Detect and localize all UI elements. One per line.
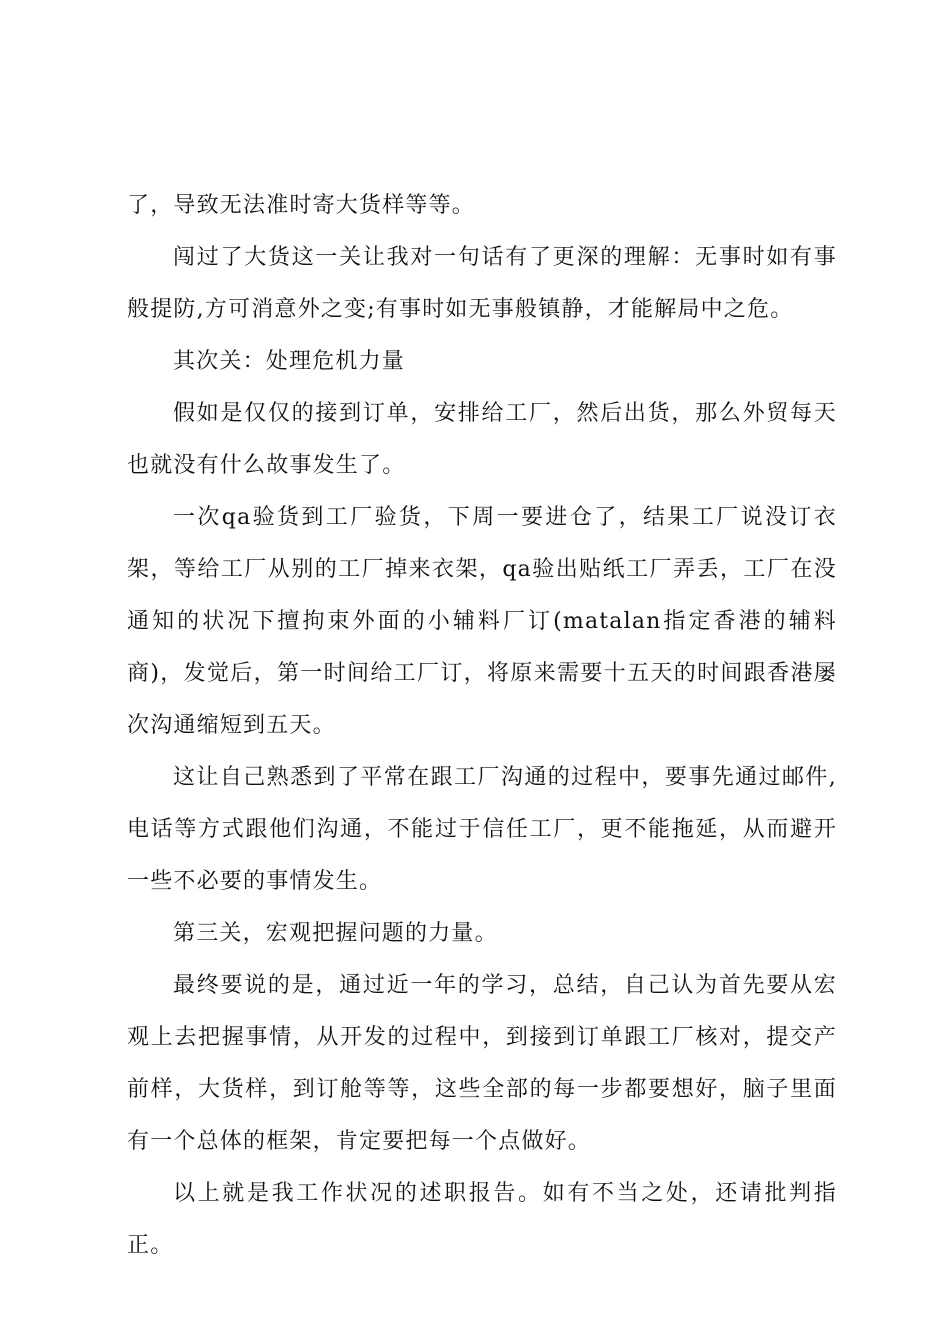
- paragraph-closing: 以上就是我工作状况的述职报告。如有不当之处，还请批判指正。: [127, 1181, 837, 1258]
- paragraph-reflection: 闯过了大货这一关让我对一句话有了更深的理解：无事时如有事般提防,方可消意外之变;有事时如无事般镇静，才能解局中之危。: [127, 245, 837, 322]
- paragraph-qa-incident: 一次qa验货到工厂验货，下周一要进仓了，结果工厂说没订衣架，等给工厂从别的工厂掉来衣架，qa验出贴纸工厂弄丢，工厂在没通知的状况下擅拘束外面的小辅料厂订(matalan指定香港的辅料商)，发觉后，第一时间给工厂订，将原来需要十五天的时间跟香港屡次沟通缩短到五天。: [127, 505, 837, 738]
- section-heading-second: 其次关：处理危机力量: [173, 349, 406, 374]
- paragraph-continuation: 了，导致无法准时寄大货样等等。: [127, 193, 476, 218]
- paragraph-order-process: 假如是仅仅的接到订单，安排给工厂，然后出货，那么外贸每天也就没有什么故事发生了。: [127, 401, 837, 478]
- paragraph-summary: 最终要说的是，通过近一年的学习，总结，自己认为首先要从宏观上去把握事情，从开发的过程中，到接到订单跟工厂核对，提交产前样，大货样，到订舱等等，这些全部的每一步都要想好，脑子里面有一个总体的框架，肯定要把每一个点做好。: [127, 973, 837, 1154]
- paragraph-lesson: 这让自己熟悉到了平常在跟工厂沟通的过程中，要事先通过邮件,电话等方式跟他们沟通，不能过于信任工厂，更不能拖延，从而避开一些不必要的事情发生。: [127, 765, 837, 894]
- section-heading-third: 第三关，宏观把握问题的力量。: [173, 921, 498, 946]
- document-body: [127, 180, 837, 1272]
